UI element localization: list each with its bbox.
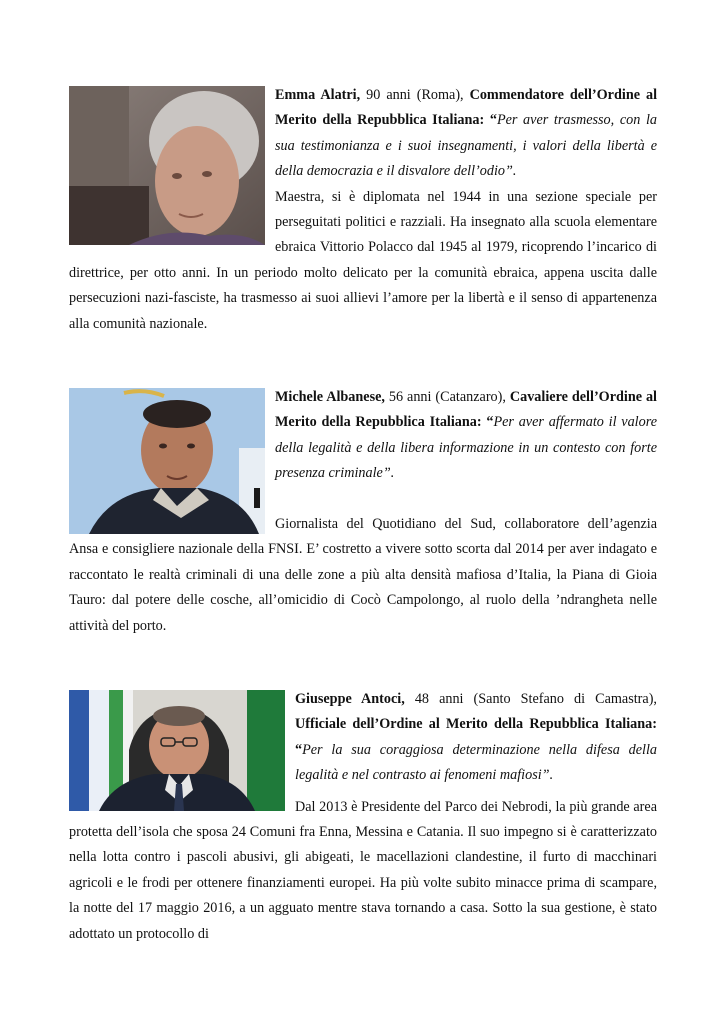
photo-michele-albanese: [69, 388, 265, 534]
photo-emma-alatri: [69, 86, 265, 245]
honor-title: Ufficiale dell’Ordine al Merito della Repubblica Italiana:: [295, 716, 657, 733]
entry-antoci: [69, 690, 657, 947]
age-place: 56 anni (Catanzaro),: [384, 389, 510, 405]
honor-quote: Per la sua coraggiosa determinazione nella difesa della legalità e nel contrasto ai fenomeni mafiosi”.: [295, 741, 657, 784]
bio-text: Giornalista del Quotidiano del Sud, collaboratore dell’agenzia Ansa e consigliere nazionale della FNSI. E’ costretto a vivere sotto scorta dal 2014 per aver indagato e raccontato le realtà criminali di una delle zone a più alta densità mafiosa d’Italia, la Piana di Gioia Tauro: dal potere delle cosche, all’omicidio di Cocò Campolongo, al ruolo della ’ndrangheta nelle attività del porto.: [69, 516, 657, 634]
honor-title: Commendatore dell’Ordine al Merito della Repubblica Italiana:: [275, 87, 658, 129]
bio-text: Dal 2013 è Presidente del Parco dei Nebrodi, la più grande area protetta dell’isola che sposa 24 Comuni fra Enna, Messina e Catania. Il suo impegno si è caratterizzato nella lotta contro i pascoli abusivi, gli abigeati, le macellazioni clandestine, il furto di macchinari agricoli e le frodi per ottenere finanziamenti europei. Ha più volte subito minacce prima di scampare, la notte del 17 maggio 2016, a un agguato mentre stava tornando a casa. Sotto la sua gestione, è stato adottato un protocollo di: [69, 798, 657, 942]
entry-alatri: [69, 86, 657, 337]
person-name: Emma Alatri,: [275, 87, 361, 103]
quote-open: “: [295, 741, 303, 758]
quote-open: “: [489, 112, 497, 129]
honor-title: Cavaliere dell’Ordine al Merito della Repubblica Italiana:: [275, 389, 658, 431]
photo-giuseppe-antoci: [69, 690, 285, 811]
entry-albanese: [69, 388, 657, 639]
person-name: Michele Albanese,: [275, 389, 385, 405]
quote-open: “: [486, 414, 494, 431]
honor-quote: Per aver trasmesso, con la sua testimonianza e i suoi insegnamenti, i valori della libertà e della democrazia e il disvalore dell’odio”.: [275, 112, 657, 180]
person-name: Giuseppe Antoci,: [295, 691, 405, 707]
bio-text: Maestra, si è diplomata nel 1944 in una sezione speciale per perseguitati politici e razziali. Ha insegnato alla scuola elementare ebraica Vittorio Polacco dal 1945 al 1979, ricoprendo l’incarico di direttrice, per otto anni. In un periodo molto delicato per la comunità ebraica, appena uscita dalle persecuzioni nazi-fasciste, ha trasmesso ai suoi allievi l’amore per la libertà e il senso di appartenenza alla comunità nazionale.: [69, 188, 657, 332]
age-place: 90 anni (Roma),: [360, 87, 470, 103]
age-place: 48 anni (Santo Stefano di Camastra),: [404, 691, 657, 707]
honor-quote: Per aver affermato il valore della legalità e della libera informazione in un contesto con forte presenza criminale”.: [275, 414, 657, 482]
